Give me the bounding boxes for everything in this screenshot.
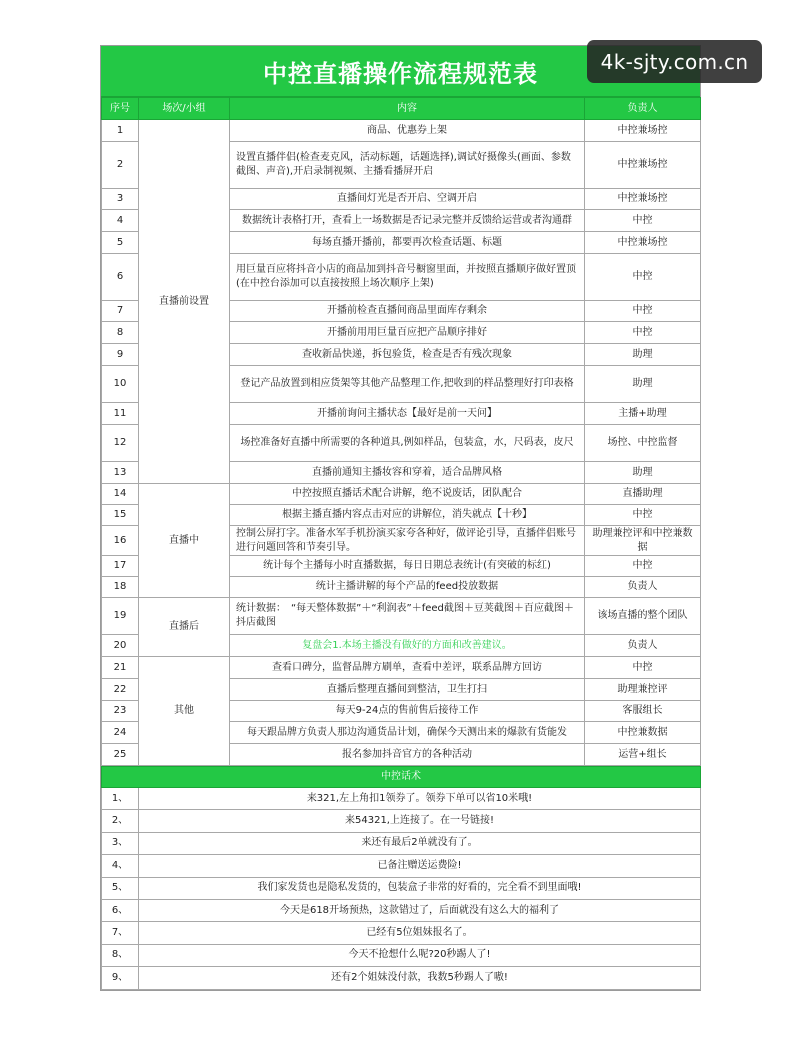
row-content: 开播前询问主播状态【最好是前一天问】 (230, 403, 585, 425)
row-number: 2 (102, 142, 139, 189)
row-owner: 中控兼场控 (585, 120, 701, 142)
phrase-number: 4、 (102, 855, 139, 877)
row-content: 直播后整理直播间到整洁，卫生打扫 (230, 679, 585, 701)
row-owner: 运营+组长 (585, 744, 701, 766)
phrase-number: 8、 (102, 944, 139, 966)
row-owner: 中控 (585, 556, 701, 577)
row-content: 统计主播讲解的每个产品的feed投放数据 (230, 577, 585, 598)
row-owner: 负责人 (585, 577, 701, 598)
row-number: 6 (102, 254, 139, 301)
phrase-number: 3、 (102, 832, 139, 854)
process-table (101, 97, 701, 766)
group-label: 直播后 (139, 598, 230, 657)
row-owner: 中控 (585, 254, 701, 301)
phrase-number: 2、 (102, 810, 139, 832)
row-owner: 中控兼数据 (585, 722, 701, 744)
phrase-text: 我们家发货也是隐私发货的，包装盒子非常的好看的，完全看不到里面哦! (139, 877, 701, 899)
header-row (102, 98, 701, 120)
header-no: 序号 (102, 98, 139, 120)
row-number: 24 (102, 722, 139, 744)
row-number: 16 (102, 526, 139, 556)
phrase-row (102, 877, 701, 899)
phrase-body (102, 767, 701, 990)
phrase-text: 已备注赠送运费险! (139, 855, 701, 877)
sheet-title: 中控直播操作流程规范表 (101, 46, 700, 97)
group-label: 其他 (139, 657, 230, 766)
row-owner: 中控 (585, 657, 701, 679)
row-number: 14 (102, 484, 139, 505)
row-number: 15 (102, 505, 139, 526)
phrase-number: 9、 (102, 967, 139, 989)
row-content: 场控准备好直播中所需要的各种道具,例如样品，包装盒，水，尺码表，皮尺 (230, 425, 585, 462)
row-number: 9 (102, 344, 139, 366)
row-number: 21 (102, 657, 139, 679)
row-content: 开播前检查直播间商品里面库存剩余 (230, 301, 585, 322)
row-owner: 中控兼场控 (585, 142, 701, 189)
row-number: 8 (102, 322, 139, 344)
row-number: 3 (102, 189, 139, 210)
header-group: 场次/小组 (139, 98, 230, 120)
row-content: 商品、优惠券上架 (230, 120, 585, 142)
row-content: 复盘会1.本场主播没有做好的方面和改善建议。 (230, 635, 585, 657)
row-content: 根据主播直播内容点击对应的讲解位，消失就点【十秒】 (230, 505, 585, 526)
row-content: 每天跟品牌方负责人那边沟通货品计划，确保今天测出来的爆款有货能发 (230, 722, 585, 744)
row-number: 20 (102, 635, 139, 657)
phrase-number: 7、 (102, 922, 139, 944)
row-number: 7 (102, 301, 139, 322)
row-owner: 助理兼控评和中控兼数据 (585, 526, 701, 556)
row-owner: 直播助理 (585, 484, 701, 505)
phrase-number: 1、 (102, 788, 139, 810)
row-owner: 主播+助理 (585, 403, 701, 425)
table-row (102, 657, 701, 679)
row-content: 查看口碑分，监督品牌方刷单，查看中差评，联系品牌方回访 (230, 657, 585, 679)
row-content: 统计每个主播每小时直播数据，每日日期总表统计(有突破的标红) (230, 556, 585, 577)
phrase-row (102, 788, 701, 810)
phrase-text: 来54321,上连接了。在一号链接! (139, 810, 701, 832)
row-number: 13 (102, 462, 139, 484)
row-content: 统计数据： “每天整体数据”＋“利润表”＋feed截图＋豆荚截图＋百应截图＋抖店截图 (230, 598, 585, 635)
table-row (102, 598, 701, 635)
row-number: 12 (102, 425, 139, 462)
section-header-row (102, 767, 701, 788)
row-owner: 客服组长 (585, 701, 701, 722)
row-owner: 中控 (585, 322, 701, 344)
phrase-text: 来321,左上角扣1领券了。领券下单可以省10米哦! (139, 788, 701, 810)
phrase-number: 5、 (102, 877, 139, 899)
row-owner: 助理 (585, 366, 701, 403)
row-owner: 中控 (585, 301, 701, 322)
process-body (102, 120, 701, 766)
row-content: 用巨量百应将抖音小店的商品加到抖音号橱窗里面，并按照直播顺序做好置顶(在中控台添加可以直接按照上场次顺序上架) (230, 254, 585, 301)
phrase-text: 今天是618开场预热，这款错过了，后面就没有这么大的福利了 (139, 899, 701, 921)
phrase-text: 今天不抢想什么呢?20秒踢人了! (139, 944, 701, 966)
row-owner: 中控 (585, 505, 701, 526)
row-number: 10 (102, 366, 139, 403)
row-owner: 负责人 (585, 635, 701, 657)
row-owner: 场控、中控监督 (585, 425, 701, 462)
group-label: 直播前设置 (139, 120, 230, 484)
row-content: 查收新品快递，拆包验货，检查是否有残次现象 (230, 344, 585, 366)
row-number: 1 (102, 120, 139, 142)
phrase-row (102, 922, 701, 944)
row-number: 5 (102, 232, 139, 254)
phrase-row (102, 944, 701, 966)
phrase-row (102, 855, 701, 877)
row-content: 控制公屏打字。准备水军手机扮演买家夸各种好，做评论引导，直播伴侣账号进行问题回答和节奏引导。 (230, 526, 585, 556)
row-content: 登记产品放置到相应货架等其他产品整理工作,把收到的样品整理好打印表格 (230, 366, 585, 403)
process-table-sheet (100, 45, 701, 991)
row-content: 开播前用用巨量百应把产品顺序排好 (230, 322, 585, 344)
row-content: 每天9-24点的售前售后接待工作 (230, 701, 585, 722)
phrase-text: 来还有最后2单就没有了。 (139, 832, 701, 854)
row-owner: 中控兼场控 (585, 189, 701, 210)
row-content: 每场直播开播前，都要再次检查话题、标题 (230, 232, 585, 254)
row-number: 19 (102, 598, 139, 635)
row-owner: 助理 (585, 344, 701, 366)
row-owner: 助理 (585, 462, 701, 484)
row-number: 4 (102, 210, 139, 232)
phrase-text: 已经有5位姐妹报名了。 (139, 922, 701, 944)
phrase-table (101, 766, 701, 990)
header-owner: 负责人 (585, 98, 701, 120)
table-row (102, 120, 701, 142)
group-label: 直播中 (139, 484, 230, 598)
row-number: 17 (102, 556, 139, 577)
phrase-number: 6、 (102, 899, 139, 921)
row-number: 25 (102, 744, 139, 766)
row-owner: 中控兼场控 (585, 232, 701, 254)
row-content: 中控按照直播话术配合讲解，绝不说废话，团队配合 (230, 484, 585, 505)
row-content: 设置直播伴侣(检查麦克风，活动标题，话题选择),调试好摄像头(画面、参数截图、声音),开启录制视频、主播看播屏开启 (230, 142, 585, 189)
row-number: 22 (102, 679, 139, 701)
phrase-text: 还有2个姐妹没付款，我数5秒踢人了嗷! (139, 967, 701, 989)
phrase-row (102, 832, 701, 854)
header-content: 内容 (230, 98, 585, 120)
table-row (102, 484, 701, 505)
watermark: 4k-sjty.com.cn (587, 40, 762, 83)
phrase-row (102, 810, 701, 832)
row-number: 23 (102, 701, 139, 722)
phrase-row (102, 967, 701, 989)
row-content: 数据统计表格打开，查看上一场数据是否记录完整并反馈给运营或者沟通群 (230, 210, 585, 232)
section-title: 中控话术 (102, 767, 701, 788)
row-content: 直播间灯光是否开启、空调开启 (230, 189, 585, 210)
row-number: 18 (102, 577, 139, 598)
row-owner: 该场直播的整个团队 (585, 598, 701, 635)
row-owner: 中控 (585, 210, 701, 232)
row-content: 报名参加抖音官方的各种活动 (230, 744, 585, 766)
phrase-row (102, 899, 701, 921)
row-content: 直播前通知主播妆容和穿着，适合品牌风格 (230, 462, 585, 484)
row-number: 11 (102, 403, 139, 425)
row-owner: 助理兼控评 (585, 679, 701, 701)
